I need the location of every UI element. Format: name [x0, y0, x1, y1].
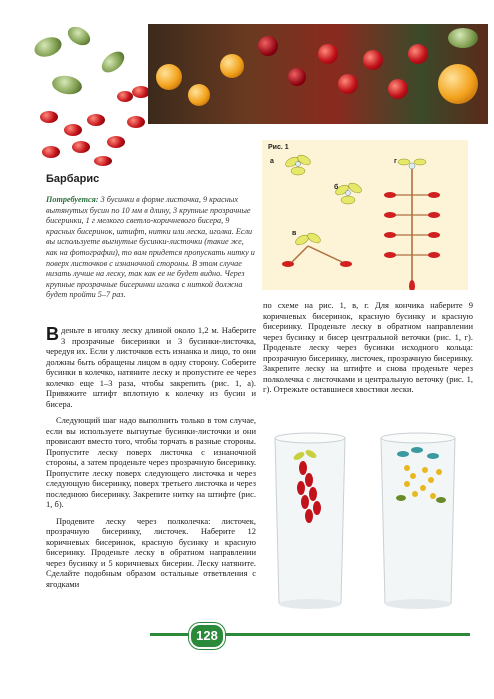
figure-1-diagram [262, 140, 468, 290]
glass-right [381, 433, 455, 609]
paragraph-1: Вденьте в иголку леску длиной около 1,2 м. Наберите 3 прозрачные бисеринки и 3 бусинки-листочка, чередуя их. Если у листочков есть изнанка и лицо, то они должны быть обращены лицом в одну сторону. Соберите бусинки в колечко, натяните леску и пропустите ее через колечко еще 1–3 раза, чтобы закрепить (рис. 1, а). Привяжите штифт вплотную к колечку из бусин и бисера. [46, 324, 256, 409]
label-a: а [270, 158, 274, 165]
instructions-right-column [263, 300, 473, 395]
drop-cap: В [46, 324, 59, 344]
diagram-part-g [384, 159, 440, 290]
figure-caption: Рис. 1 [268, 144, 289, 151]
materials-list [46, 195, 256, 301]
materials-label: Потребуется: [46, 195, 99, 204]
materials-text: 3 бусинки в форме листочка, 9 красных вытянутых бусин по 10 мм в длину, 3 крупные прозрачные бисеринки, 1 г мелкого светло-коричневого бисера, 9 красных бисеринок, штифт, нитки или леска, иголка. Если вы используете выгнутые бусинки-листочки (такие же, как на фотографии), то вам придется пропускать нитку и поверх листочков с изнаночной стороны. В этом случае низать лучше на леску, так как ее не будет видно. Через крупные прозрачные бисеринки иголка с ниткой должна будет пройти 5–7 раз. [46, 195, 255, 300]
label-g: г [394, 158, 397, 165]
label-v: в [292, 230, 297, 237]
paragraph-3: Продевите леску через полколечка: листочек, прозрачную бисеринку, листочек. Наберите 12 коричневых бисеринок, красную бусинку и красную бисеринку. Проденьте леску в обратном направлении через бусинку и 5 коричневых бисерин. Леску натяните. Сделайте подобным образом остальные ответвления с ягодками [46, 515, 256, 589]
bead-berries-photo [148, 24, 488, 124]
page-number: 128 [189, 623, 225, 649]
label-b: б [334, 184, 339, 191]
instructions-left-column [46, 325, 256, 589]
paragraph-right: по схеме на рис. 1, в, г. Для кончика наберите 9 коричневых бисеринок, красную бусинку и красную бисеринку. Проденьте леску в обратном направлении через бусинку и бисер центральной веточки (рис. 1, г). Проденьте леску через бусинки исходного кольца: прозрачную бисеринку, листочек, прозрачную бисеринку. Закрепите леску на штифте и снова проденьте через полколечка с листочками и центральную веточку (рис. 1, г). Отрежьте оставшиеся хвостики лески. [263, 300, 473, 394]
page-title: Барбарис [46, 173, 100, 185]
glasses-photo [263, 428, 473, 614]
diagram-part-a [284, 153, 312, 175]
paragraph-2: Следующий шаг надо выполнить только в том случае, если вы используете выгнутые бусинки-листочки и они провисают вместо того, чтобы торчать в разные стороны. Пропустите леску поверх листочка с изнаночной стороны, а затем проденьте через прозрачную бисеринку. Пропустите леску поверх следующего листочка и через следующую бисеринку, поверх третьего листочка и через последнюю бисеринку. Закрепите нитку на штифте (рис. 1, б). [46, 415, 256, 509]
glass-left [275, 433, 345, 609]
